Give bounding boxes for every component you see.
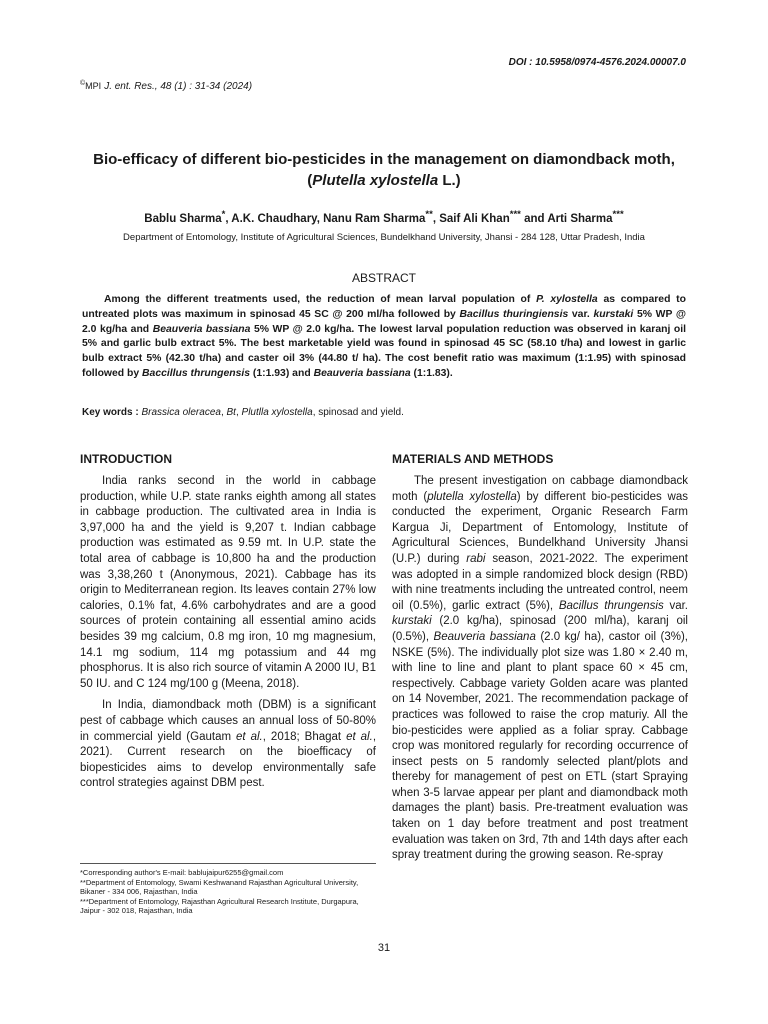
methods-paragraph: The present investigation on cabbage diamondback moth (plutella xylostella) by different bio-pesticides was conducted the experiment, Organic Research Farm Kargua Ji, Department of Entomology, Institute of Agricultural Sciences, Bundelkhand University Jhansi (U.P.) during rabi season, 2021-2022. The experiment was adopted in a simple randomized block design (RBD) with nine treatments including the untreated control, neem oil (0.5%), garlic extract (5%), Bacillus thrungensis var. kurstaki (2.0 kg/ha), spinosad (200 ml/ha), karanj oil (0.5%), Beauveria bassiana (2.0 kg/ ha), castor oil (3%), NSKE (5%). The individually plot size was 1.80 × 2.40 m, with line to line and plant to plant space 60 × 45 cm, respectively. Cabbage variety Golden acare was planted on 14 November, 2021. The recommendation package of practices was followed to raise the crop maturiy. All the bio-pesticides were applied as a foliar spray. Cabbage crop was monitored regularly for recording occurrence of insect pests on 5 randomly selected plant/plots and thereby for management of pest on ETL (start Spraying when 3-5 larvae appear per plant and diamondback moth damages the plant) basis. Pre-treatment evaluation was taken on 1 day before treatment and post treatment evaluation was taken on 3rd, 7th and 14th days after each spray treatment during the growing season. Re-spray — [392, 475, 689, 862]
methods-section — [392, 452, 688, 870]
introduction-paragraph-2: In India, diamondback moth (DBM) is a significant pest of cabbage which causes an annual loss of 50-80% in commercial yield (Gautam et al., 2018; Bhagat et al., 2021). Current research on the bioefficacy of biopesticides aims to develop environmentally safe control strategies against DBM pest. — [80, 699, 377, 790]
footnotes — [80, 863, 376, 916]
introduction-section — [80, 452, 376, 798]
affiliation: Department of Entomology, Institute of Agricultural Sciences, Bundelkhand University, Jhansi - 284 128, Uttar Pradesh, India — [123, 232, 645, 243]
page-number: 31 — [377, 942, 391, 954]
journal-citation — [80, 80, 252, 92]
paper-title: Bio-efficacy of different bio-pesticides in the management on diamondback moth, (Plutella xylostella L.) — [93, 151, 675, 189]
abstract-text: Among the different treatments used, the reduction of mean larval population of P. xylostella as compared to untreated plots was maximum in spinosad 45 SC @ 200 ml/ha followed by Bacillus thuringiensis var. kurstaki 5% WP @ 2.0 kg/ha and Beauveria bassiana 5% WP @ 2.0 kg/ha. The lowest larval population reduction was observed in karanj oil 5% and garlic bulb extract 5%. The best marketable yield was found in spinosad 45 SC (58.10 t/ha) and lowest in garlic bulb extract 5% (42.30 t/ha) and caster oil 3% (44.80 t/ ha). The cost benefit ratio was maximum (1:1.95) with spinosad followed by Baccillus thrungensis (1:1.93) and Beauveria bassiana (1:1.83). — [82, 294, 686, 379]
abstract-heading: ABSTRACT — [351, 271, 416, 285]
keywords: Key words : Brassica oleracea, Bt, Plutlla xylostella, spinosad and yield. — [82, 407, 404, 418]
methods-heading: MATERIALS AND METHODS — [392, 452, 554, 466]
footnote-affiliation-3: ***Department of Entomology, Rajasthan Agricultural Research Institute, Durgapura, Jaipur - 302 018, Rajasthan, India — [80, 896, 359, 915]
author-list: Bablu Sharma*, A.K. Chaudhary, Nanu Ram Sharma**, Saif Ali Khan*** and Arti Sharma*** — [144, 209, 624, 225]
footnote-affiliation-2: **Department of Entomology, Swami Keshwanand Rajasthan Agricultural University, Bikaner - 334 006, Rajasthan, India — [80, 877, 359, 896]
citation-text: J. ent. Res., 48 (1) : 31-34 (2024) — [104, 81, 253, 92]
footnote-corresponding-author: *Corresponding author's E-mail: bablujaipur6255@gmail.com — [80, 868, 284, 877]
doi: DOI : 10.5958/0974-4576.2024.00007.0 — [508, 57, 686, 68]
introduction-heading: INTRODUCTION — [80, 452, 172, 466]
copyright-logo: ©MPI — [80, 80, 102, 91]
introduction-paragraph-1: India ranks second in the world in cabbage production, while U.P. state ranks eighth among all states in cabbage production. The cultivated area in India is 3,97,000 ha and the yield is 9,207 t. Indian cabbage production was estimated as 9.59 mt. In U.P. state the total area of cabbage is 10,800 ha and the production was 3,38,260 t (Anonymous, 2021). Cabbage has its origin to Mediterranean region. Its leaves contain 27% low calories, 0.1% fat, 4.6% carbohydrates and are a good sources of protein containing all essential amino acids besides 39 mg calcium, 0.8 mg iron, 10 mg magnesium, 14.1 mg sodium, 114 mg potassium and 44 mg phosphorus. It is also rich source of vitamin A 2000 IU, B1 50 IU. and C 124 mg/100 g (Meena, 2018). — [80, 475, 376, 690]
